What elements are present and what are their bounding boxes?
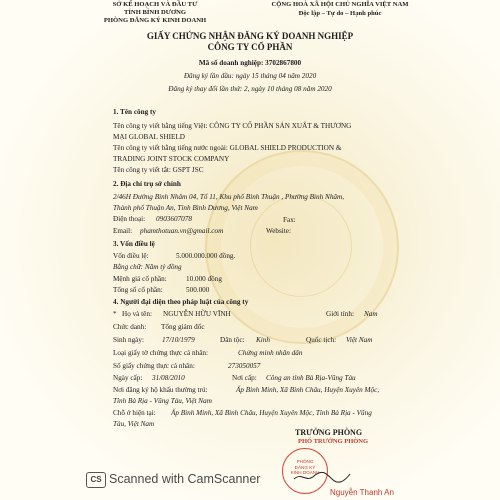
signer-role-line2: PHÓ TRƯỞNG PHÒNG <box>298 438 369 445</box>
perm-address-line2: Tỉnh Bà Rịa - Vũng Tàu, Việt Nam <box>113 397 212 405</box>
shares-label: Tổng số cổ phần: <box>113 286 163 294</box>
doc-type-label: Loại giấy tờ chứng thực cá nhân: <box>113 349 209 357</box>
changed-registration: Đăng ký thay đổi lần thứ: 2, ngày 10 tháng 08 năm 2020 <box>168 85 332 93</box>
en-name-line1: Tên công ty viết bằng tiếng nước ngoài: GLOBAL SHIELD PRODUCTION & <box>113 144 342 152</box>
dob-label: Sinh ngày: <box>113 336 144 344</box>
header-right-line2: Độc lập – Tự do – Hạnh phúc <box>298 10 382 17</box>
stamp-line1: PHÒNG <box>296 459 314 464</box>
issue-place-value: Công an tỉnh Bà Rịa-Vũng Tàu <box>266 374 356 382</box>
par-value: 10.000 đồng <box>186 275 222 283</box>
capital-words: Bằng chữ: Năm tỷ đồng <box>113 263 182 271</box>
phone-value: 0903607078 <box>156 215 192 223</box>
doc-no-value: 273050057 <box>228 362 261 370</box>
doc-type-value: Chứng minh nhân dân <box>238 349 303 357</box>
perm-address-label: Nơi đăng ký hộ khẩu thường trú: <box>113 386 208 394</box>
nationality-value: Việt Nam <box>346 336 373 344</box>
current-address-line2: Tàu, Việt Nam <box>113 420 155 428</box>
doc-title-line1: GIẤY CHỨNG NHẬN ĐĂNG KÝ DOANH NGHIỆP <box>146 31 354 41</box>
capital-value: 5.000.000.000 đồng. <box>176 252 236 260</box>
camscanner-logo-icon: CS <box>86 472 106 488</box>
en-name-line2: TRADING JOINT STOCK COMPANY <box>113 155 230 163</box>
vn-name-line1: Tên công ty viết bằng tiếng Việt: CÔNG TY CỔ PHẦN SẢN XUẤT & THƯƠNG <box>113 122 352 130</box>
sec1-heading: 1. Tên công ty <box>113 108 156 116</box>
bullet-icon: * <box>113 310 117 318</box>
doc-no-label: Số giấy chứng thực cá nhân: <box>113 362 195 370</box>
business-code: Mã số doanh nghiệp: 3702867800 <box>198 59 302 67</box>
capital-label: Vốn điều lệ: <box>113 252 149 260</box>
stamp-line3: KINH DOANH <box>290 470 320 476</box>
sec4-heading: 4. Người đại diện theo pháp luật của công ty <box>113 298 249 306</box>
camscanner-watermark: Scanned with CamScanner <box>109 472 261 486</box>
website-label: Website: <box>266 227 291 235</box>
doc-title-line2: CÔNG TY CỔ PHẦN <box>207 42 293 52</box>
signer-role-line1: TRƯỞNG PHÒNG <box>295 428 363 437</box>
issue-place-label: Nơi cấp: <box>232 374 257 382</box>
header-left-line3: PHÒNG ĐĂNG KÝ KINH DOANH <box>103 17 207 24</box>
header-left-line1: SỞ KẾ HOẠCH VÀ ĐẦU TƯ <box>112 1 198 8</box>
gender-label: Giới tính: <box>326 310 354 318</box>
phone-label: Điện thoại: <box>113 215 146 223</box>
name-value: NGUYỄN HỮU VĨNH <box>163 310 231 318</box>
perm-address-line1: Ấp Bình Minh, Xã Bình Châu, Huyện Xuyên Mộc, <box>236 386 380 394</box>
dob-value: 17/10/1979 <box>162 336 195 344</box>
issue-date-value: 31/08/2010 <box>152 374 185 382</box>
gender-value: Nam <box>364 310 378 318</box>
address-line1: 2/46H Đường Bình Nhâm 04, Tổ 11, Khu phố Bình Thuận , Phường Bình Nhâm, <box>113 193 345 201</box>
first-registration: Đăng ký lần đầu: ngày 15 tháng 04 năm 2020 <box>183 72 317 80</box>
title-label: Chức danh: <box>113 323 147 331</box>
stamp-line2: ĐĂNG KÝ <box>294 464 316 470</box>
short-name: Tên công ty viết tắt: GSPT JSC <box>113 166 204 174</box>
signer-name: Nguyễn Thanh An <box>330 488 394 497</box>
vn-name-line2: MẠI GLOBAL SHIELD <box>113 133 186 141</box>
current-address-label: Chỗ ở hiện tại: <box>113 409 156 417</box>
issue-date-label: Ngày cấp: <box>113 374 143 382</box>
sec2-heading: 2. Địa chỉ trụ sở chính <box>113 180 181 188</box>
current-address-line1: Ấp Bình Minh, Xã Bình Châu, Huyện Xuyên Mộc, Tỉnh Bà Rịa - Vũng <box>171 409 372 417</box>
ethnic-value: Kinh <box>256 336 270 344</box>
signature-scribble <box>292 470 352 484</box>
header-left-line2: TỈNH BÌNH DƯƠNG <box>123 9 187 16</box>
shares-value: 500.000 <box>186 286 210 294</box>
email-value: phamthotuan.vn@gmail.com <box>140 227 224 235</box>
par-label: Mệnh giá cổ phần: <box>113 275 167 283</box>
fax-label: Fax: <box>283 216 296 224</box>
name-label: Họ và tên: <box>122 310 152 318</box>
watermark-emblem-inner <box>250 195 352 297</box>
header-right-line1: CỘNG HOÀ XÃ HỘI CHỦ NGHĨA VIỆT NAM <box>271 1 409 8</box>
email-label: Email: <box>113 227 133 235</box>
title-value: Tổng giám đốc <box>161 323 205 331</box>
nationality-label: Quốc tịch: <box>306 336 337 344</box>
address-line2: Thành phố Thuận An, Tỉnh Bình Dương, Việt Nam <box>113 204 258 212</box>
ethnic-label: Dân tộc: <box>220 336 245 344</box>
sec3-heading: 3. Vốn điều lệ <box>113 240 155 248</box>
